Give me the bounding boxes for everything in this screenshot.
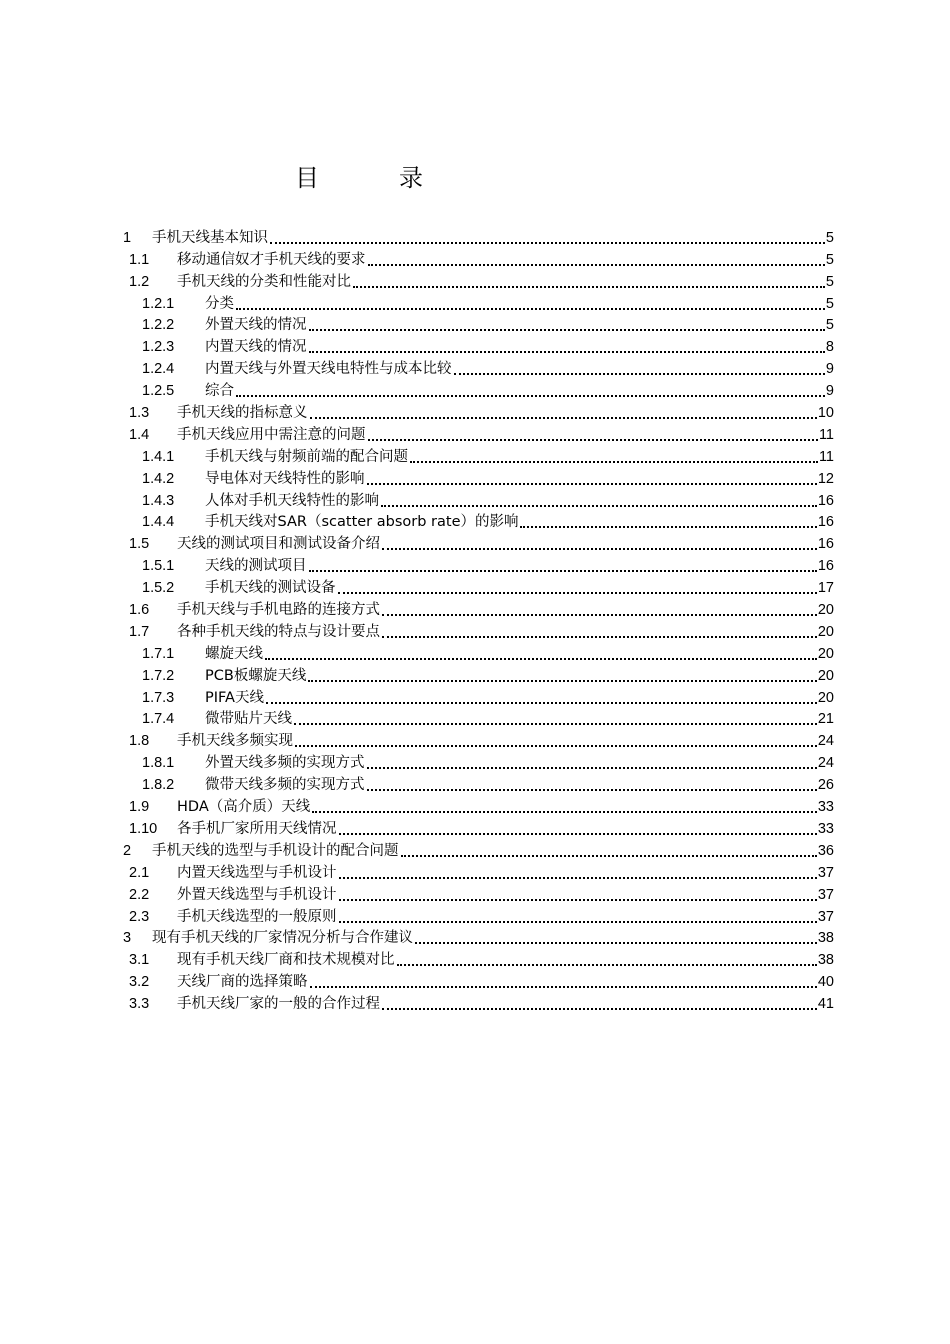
dot-leader <box>266 688 817 704</box>
dot-leader <box>410 447 818 463</box>
toc-entry-page: 10 <box>817 405 834 422</box>
toc-entry[interactable] <box>122 794 834 816</box>
toc-entry[interactable] <box>122 860 834 882</box>
toc-entry[interactable] <box>122 378 834 400</box>
toc-entry-title: 手机天线厂家的一般的合作过程 <box>177 996 380 1013</box>
dot-leader <box>367 469 817 485</box>
toc-entry[interactable] <box>122 575 834 597</box>
toc-entry[interactable] <box>122 641 834 663</box>
toc-entry-title: 内置天线的情况 <box>205 339 307 356</box>
toc-entry-page: 26 <box>817 777 834 794</box>
toc-entry-title: 手机天线的测试设备 <box>205 580 336 597</box>
toc-entry-title: 内置天线选型与手机设计 <box>177 864 337 881</box>
toc-entry-number: 1.4.4 <box>142 514 175 531</box>
dot-leader <box>382 534 817 550</box>
toc-entry-title: HDA（高介质）天线 <box>177 799 311 816</box>
dot-leader <box>382 600 817 616</box>
dot-leader <box>236 381 825 397</box>
dot-leader <box>339 907 817 923</box>
dot-leader <box>382 622 817 638</box>
toc-entry[interactable] <box>122 356 834 378</box>
toc-entry-page: 20 <box>817 689 834 706</box>
toc-entry[interactable] <box>122 444 834 466</box>
toc-entry-number: 1.4.3 <box>142 492 175 509</box>
toc-entry-number: 1.5 <box>129 536 150 553</box>
toc-entry-title: 手机天线的选型与手机设计的配合问题 <box>152 842 399 859</box>
toc-entry-page: 11 <box>818 448 834 465</box>
toc-entry-number: 1.1 <box>129 251 150 268</box>
toc-entry[interactable] <box>122 882 834 904</box>
toc-entry-number: 1.8.1 <box>142 755 175 772</box>
toc-entry-title: 现有手机天线的厂家情况分析与合作建议 <box>152 930 413 947</box>
toc-entry-page: 5 <box>825 273 834 290</box>
dot-leader <box>339 885 817 901</box>
toc-entry-page: 12 <box>817 470 834 487</box>
toc-entry-page: 17 <box>817 580 834 597</box>
toc-entry-page: 5 <box>825 295 834 312</box>
toc-entry-page: 41 <box>817 996 834 1013</box>
toc-entry-number: 1.8.2 <box>142 777 175 794</box>
dot-leader <box>401 841 817 857</box>
toc-entry-number: 1.7.2 <box>142 667 175 684</box>
toc-entry-page: 38 <box>817 930 834 947</box>
dot-leader <box>270 228 825 244</box>
toc-entry-title: 移动通信奴才手机天线的要求 <box>177 251 366 268</box>
toc-entry-title: 各手机厂家所用天线情况 <box>177 820 337 837</box>
dot-leader <box>397 950 817 966</box>
toc-entry-number: 1.4.2 <box>142 470 175 487</box>
toc-entry-number: 2 <box>123 842 132 859</box>
toc-entry[interactable] <box>122 313 834 335</box>
toc-entry-title: 现有手机天线厂商和技术规模对比 <box>177 952 395 969</box>
toc-entry-page: 24 <box>817 755 834 772</box>
toc-entry-number: 1.7.1 <box>142 645 175 662</box>
toc-entry-page: 16 <box>817 492 834 509</box>
dot-leader <box>236 294 825 310</box>
toc-entry-number: 1.5.2 <box>142 580 175 597</box>
toc-entry-page: 40 <box>817 974 834 991</box>
toc-entry-title: 微带天线多频的实现方式 <box>205 777 365 794</box>
toc-entry-title: 导电体对天线特性的影响 <box>205 470 365 487</box>
toc-entry[interactable] <box>122 947 834 969</box>
toc-entry-page: 20 <box>817 667 834 684</box>
toc-entry-page: 37 <box>817 864 834 881</box>
toc-entry-title: 手机天线与射频前端的配合问题 <box>205 448 408 465</box>
toc-entry[interactable] <box>122 488 834 510</box>
dot-leader <box>339 863 817 879</box>
dot-leader <box>454 359 825 375</box>
toc-entry[interactable] <box>122 904 834 926</box>
toc-entry-page: 37 <box>817 886 834 903</box>
dot-leader <box>339 819 817 835</box>
toc-entry-page: 21 <box>817 711 834 728</box>
toc-entry-page: 5 <box>825 229 834 246</box>
toc-entry[interactable] <box>122 247 834 269</box>
toc-entry-page: 20 <box>817 602 834 619</box>
dot-leader <box>338 578 817 594</box>
toc-entry-title: 天线的测试项目和测试设备介绍 <box>177 536 380 553</box>
toc-entry-number: 1.9 <box>129 799 150 816</box>
toc-entry-title: 手机天线的指标意义 <box>177 405 308 422</box>
toc-entry-number: 3.2 <box>129 974 150 991</box>
toc-entry-page: 24 <box>817 733 834 750</box>
toc-entry[interactable] <box>122 838 834 860</box>
toc-entry-title: 手机天线的分类和性能对比 <box>177 273 351 290</box>
toc-entry-page: 11 <box>818 426 834 443</box>
toc-entry[interactable] <box>122 772 834 794</box>
toc-entry-page: 8 <box>825 339 834 356</box>
toc-entry-number: 1 <box>123 229 132 246</box>
toc-entry[interactable] <box>122 707 834 729</box>
dot-leader <box>382 994 817 1010</box>
toc-entry-page: 36 <box>817 842 834 859</box>
toc-entry[interactable] <box>122 816 834 838</box>
toc-entry[interactable] <box>122 510 834 532</box>
dot-leader <box>310 972 817 988</box>
toc-entry-number: 1.4 <box>129 426 150 443</box>
toc-entry[interactable] <box>122 466 834 488</box>
toc-entry-number: 3.1 <box>129 952 150 969</box>
toc-entry-title: 手机天线多频实现 <box>177 733 293 750</box>
toc-entry-number: 1.2 <box>129 273 150 290</box>
dot-leader <box>295 731 817 747</box>
toc-entry-title: 分类 <box>205 295 234 312</box>
toc-entry-title: 内置天线与外置天线电特性与成本比较 <box>205 361 452 378</box>
toc-entry[interactable] <box>122 991 834 1013</box>
toc-entry-page: 16 <box>817 514 834 531</box>
toc-entry-page: 16 <box>817 558 834 575</box>
toc-entry-page: 5 <box>825 317 834 334</box>
toc-entry-number: 1.2.4 <box>142 361 175 378</box>
toc-entry-title: 手机天线对SAR（scatter absorb rate）的影响 <box>205 514 519 531</box>
toc-entry-title: 螺旋天线 <box>205 645 263 662</box>
toc-entry-title: 手机天线与手机电路的连接方式 <box>177 602 380 619</box>
toc-entry-title: 微带贴片天线 <box>205 711 292 728</box>
toc-entry[interactable] <box>122 926 834 948</box>
toc-entry-title: 天线的测试项目 <box>205 558 307 575</box>
dot-leader <box>368 425 818 441</box>
dot-leader <box>312 797 817 813</box>
toc-entry-title: 天线厂商的选择策略 <box>177 974 308 991</box>
dot-leader <box>415 928 817 944</box>
toc-entry[interactable] <box>122 750 834 772</box>
dot-leader <box>381 491 817 507</box>
toc-entry-number: 2.3 <box>129 908 150 925</box>
toc-entry-page: 33 <box>817 820 834 837</box>
toc-entry-title: 综合 <box>205 383 234 400</box>
toc-entry-number: 1.7.3 <box>142 689 175 706</box>
toc-entry-number: 1.2.5 <box>142 383 175 400</box>
toc-entry[interactable] <box>122 291 834 313</box>
toc-entry-title: 各种手机天线的特点与设计要点 <box>177 623 380 640</box>
toc-entry[interactable] <box>122 553 834 575</box>
toc-title: 目 录 <box>295 164 451 192</box>
toc-entry-page: 9 <box>825 383 834 400</box>
toc-entry-number: 1.2.3 <box>142 339 175 356</box>
toc-entry-number: 1.4.1 <box>142 448 175 465</box>
toc-entry-number: 1.5.1 <box>142 558 175 575</box>
dot-leader <box>294 709 817 725</box>
toc-entry-number: 1.2.2 <box>142 317 175 334</box>
dot-leader <box>367 775 817 791</box>
dot-leader <box>310 403 817 419</box>
toc-entry-page: 37 <box>817 908 834 925</box>
dot-leader <box>309 315 825 331</box>
toc-entry[interactable] <box>122 597 834 619</box>
dot-leader <box>353 272 825 288</box>
toc-entry-number: 1.7.4 <box>142 711 175 728</box>
toc-entry-number: 2.2 <box>129 886 150 903</box>
dot-leader <box>309 556 817 572</box>
toc-entry-title: PIFA天线 <box>205 689 264 706</box>
toc-entry-title: 外置天线选型与手机设计 <box>177 886 337 903</box>
toc-entry-page: 16 <box>817 536 834 553</box>
toc-entry-number: 1.8 <box>129 733 150 750</box>
toc-entry[interactable] <box>122 663 834 685</box>
toc-entry-page: 9 <box>825 361 834 378</box>
toc-entry-number: 1.3 <box>129 405 150 422</box>
toc-entry-title: PCB板螺旋天线 <box>205 667 307 684</box>
toc-entry[interactable] <box>122 619 834 641</box>
toc-entry-number: 1.2.1 <box>142 295 175 312</box>
table-of-contents <box>122 225 834 1013</box>
toc-entry-page: 33 <box>817 799 834 816</box>
dot-leader <box>265 644 817 660</box>
toc-entry-page: 5 <box>825 251 834 268</box>
dot-leader <box>520 512 816 528</box>
toc-entry[interactable] <box>122 269 834 291</box>
toc-entry-number: 2.1 <box>129 864 150 881</box>
toc-entry-number: 3.3 <box>129 996 150 1013</box>
toc-entry-number: 1.10 <box>129 820 158 837</box>
toc-entry-page: 20 <box>817 645 834 662</box>
toc-entry-number: 1.6 <box>129 602 150 619</box>
toc-entry[interactable] <box>122 422 834 444</box>
toc-entry-title: 手机天线选型的一般原则 <box>177 908 337 925</box>
toc-entry[interactable] <box>122 531 834 553</box>
toc-entry[interactable] <box>122 969 834 991</box>
toc-entry[interactable] <box>122 400 834 422</box>
toc-entry-number: 3 <box>123 930 132 947</box>
toc-entry[interactable] <box>122 728 834 750</box>
toc-entry-title: 手机天线应用中需注意的问题 <box>177 426 366 443</box>
dot-leader <box>367 753 817 769</box>
toc-entry-number: 1.7 <box>129 623 150 640</box>
toc-entry[interactable] <box>122 334 834 356</box>
toc-entry-title: 手机天线基本知识 <box>152 229 268 246</box>
dot-leader <box>368 250 825 266</box>
toc-entry-page: 38 <box>817 952 834 969</box>
dot-leader <box>309 337 825 353</box>
toc-entry-title: 外置天线多频的实现方式 <box>205 755 365 772</box>
toc-entry[interactable] <box>122 225 834 247</box>
dot-leader <box>308 666 817 682</box>
toc-entry[interactable] <box>122 685 834 707</box>
toc-entry-title: 外置天线的情况 <box>205 317 307 334</box>
toc-entry-page: 20 <box>817 623 834 640</box>
toc-entry-title: 人体对手机天线特性的影响 <box>205 492 379 509</box>
